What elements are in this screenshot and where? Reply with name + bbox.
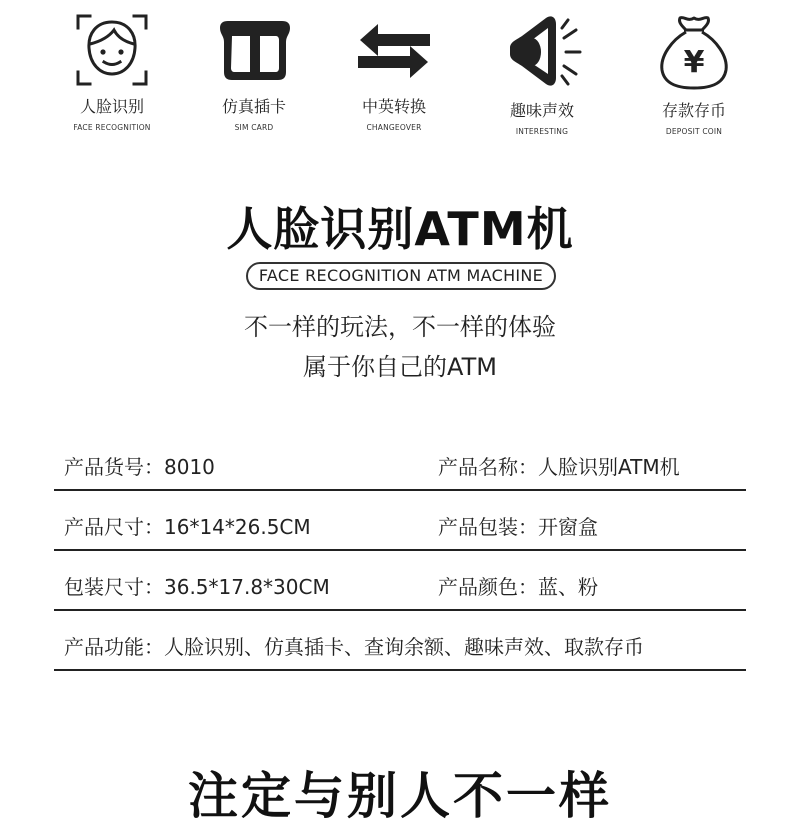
spec-product-name: 产品名称：人脸识别ATM机	[438, 455, 680, 479]
feature-label-cn: 仿真插卡	[221, 97, 286, 116]
spec-row	[54, 551, 746, 611]
feature-interesting-sound	[472, 12, 612, 136]
bottom-headline: 注定与别人不一样	[188, 767, 612, 825]
feature-changeover	[324, 12, 464, 132]
feature-sim-card	[184, 12, 324, 132]
spec-row	[54, 491, 746, 551]
spec-functions: 产品功能：人脸识别、仿真插卡、查询余额、趣味声效、取款存币	[64, 635, 644, 659]
feature-label-en: DEPOSIT COIN	[665, 127, 723, 136]
spec-table	[54, 431, 746, 671]
speaker-icon	[502, 12, 582, 92]
money-bag-icon	[654, 12, 734, 92]
feature-label-cn: 中英转换	[361, 97, 426, 116]
changeover-arrows-icon	[356, 12, 432, 88]
feature-label-en: CHANGEOVER	[366, 123, 422, 132]
feature-strip	[0, 12, 800, 142]
slogan-line-1: 不一样的玩法，不一样的体验	[244, 313, 556, 341]
feature-label-en: INTERESTING	[515, 127, 569, 136]
product-title: 人脸识别ATM机	[226, 202, 574, 256]
spec-product-size: 产品尺寸：16*14*26.5CM	[64, 515, 311, 539]
slogan-line-2: 属于你自己的ATM	[303, 353, 497, 381]
feature-deposit-coin	[624, 12, 764, 136]
feature-label-cn: 存款存币	[661, 101, 726, 120]
spec-packaging: 产品包装：开窗盒	[438, 515, 598, 539]
feature-label-en: SIM CARD	[234, 123, 274, 132]
spec-item-number: 产品货号：8010	[64, 455, 215, 479]
feature-face-recognition	[42, 12, 182, 132]
face-recognition-icon	[74, 12, 150, 88]
spec-row	[54, 431, 746, 491]
spec-color: 产品颜色：蓝、粉	[438, 575, 598, 599]
spec-row	[54, 611, 746, 671]
svg-text:¥: ¥	[683, 45, 705, 80]
feature-label-cn: 趣味声效	[509, 101, 574, 120]
spec-package-size: 包装尺寸：36.5*17.8*30CM	[64, 575, 330, 599]
feature-label-en: FACE RECOGNITION	[73, 123, 151, 132]
product-subtitle-pill: FACE RECOGNITION ATM MACHINE	[246, 262, 556, 290]
feature-label-cn: 人脸识别	[79, 97, 144, 116]
sim-card-icon	[216, 12, 292, 88]
